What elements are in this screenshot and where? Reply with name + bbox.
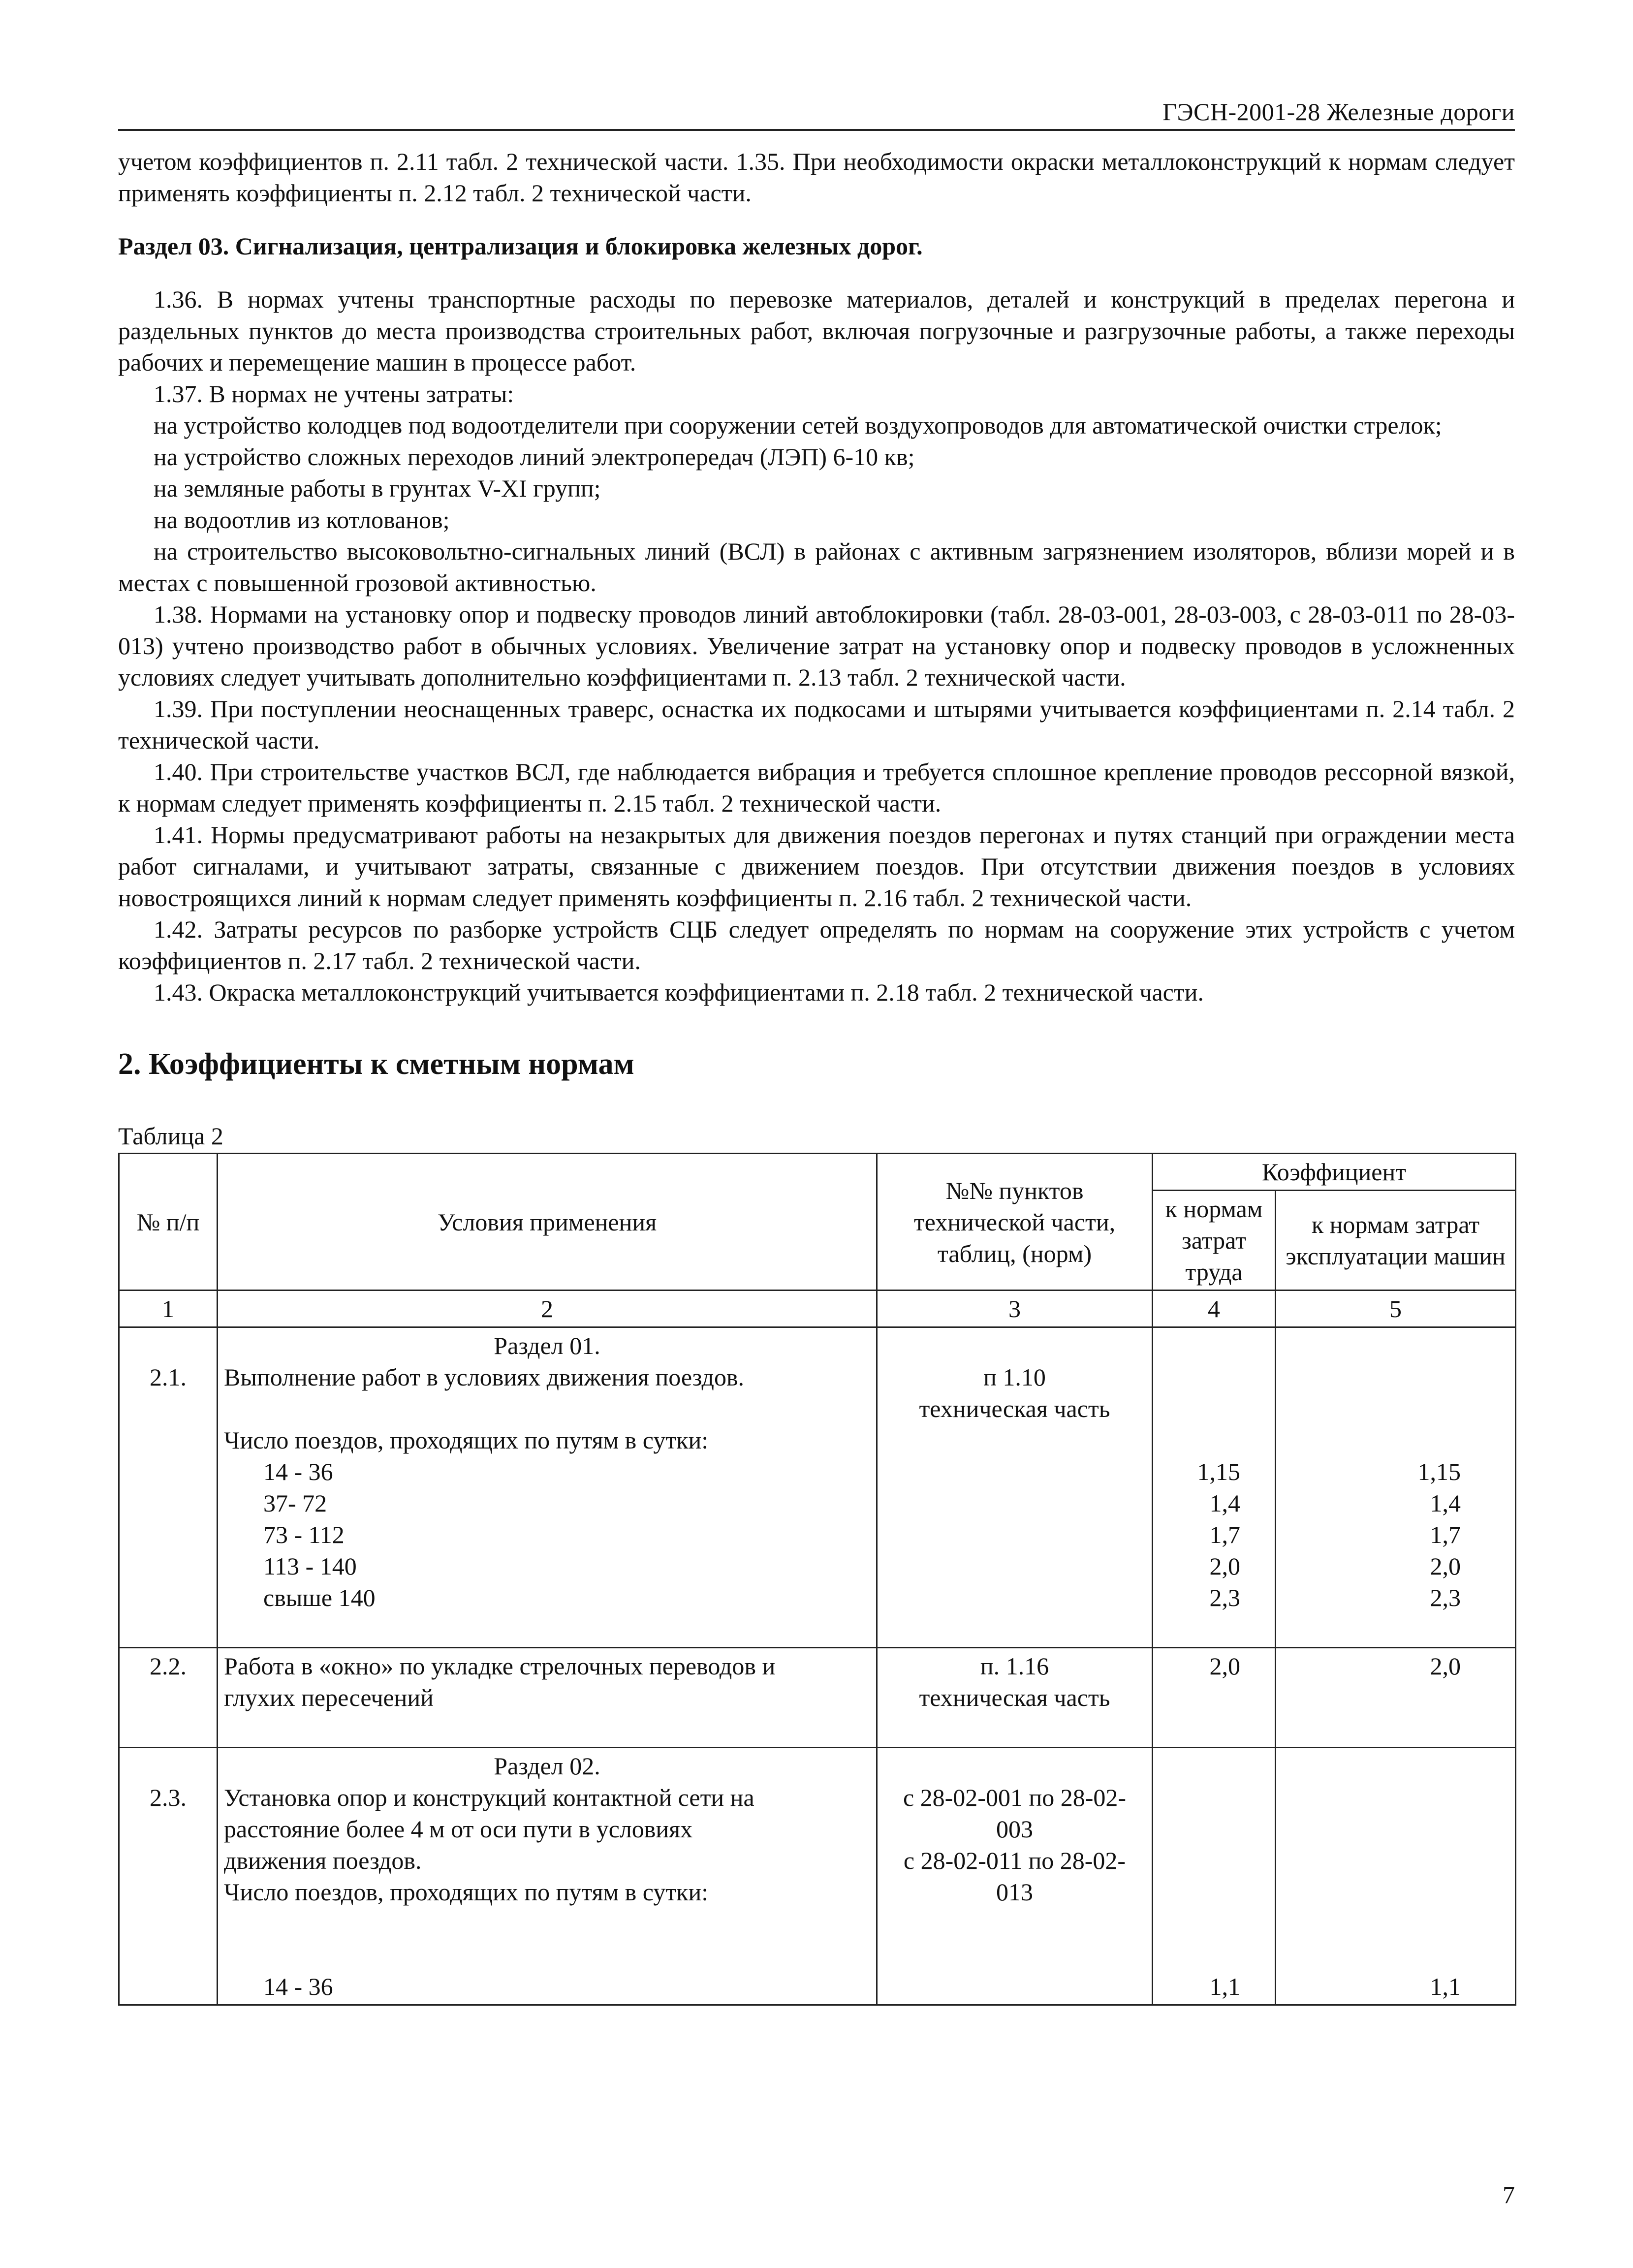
header-coef-labor: к нормам затрат труда [1153, 1191, 1276, 1291]
ref-line: техническая часть [919, 1395, 1110, 1422]
row-title-cont: расстояние более 4 м от оси пути в условиях [224, 1815, 693, 1843]
row-title-cont: глухих пересечений [224, 1684, 434, 1711]
table-row [119, 1748, 1516, 2005]
refs-cell [877, 1748, 1153, 2005]
header-rule [118, 129, 1515, 131]
range-item: 14 - 36 [263, 1973, 333, 2000]
labor-value: 2,3 [1209, 1584, 1240, 1611]
machines-cell [1276, 1748, 1516, 2005]
paragraph-1-42: 1.42. Затраты ресурсов по разборке устройств СЦБ следует определять по нормам на сооружение этих устройств с учетом коэффициентов п. 2.17 табл. 2 технической части. [118, 915, 1515, 975]
header-refs: №№ пунктов технической части, таблиц, (норм) [877, 1154, 1153, 1291]
list-item: на строительство высоковольтно-сигнальных линий (ВСЛ) в районах с активным загрязнением изоляторов, вблизи морей и в местах с повышенной грозовой активностью. [118, 537, 1515, 597]
machines-value: 1,15 [1417, 1458, 1461, 1485]
section-title: Раздел 03. Сигнализация, централизация и блокировка железных дорог. [118, 232, 923, 260]
ref-line: техническая часть [919, 1684, 1110, 1711]
row-title: Выполнение работ в условиях движения поездов. [224, 1363, 745, 1391]
col-number: 1 [119, 1291, 218, 1327]
table-row [119, 1327, 1516, 1648]
range-item: 113 - 140 [263, 1552, 357, 1580]
row-title: Работа в «окно» по укладке стрелочных переводов и [224, 1652, 776, 1680]
refs-cell [877, 1327, 1153, 1648]
header-num: № п/п [119, 1154, 218, 1291]
coefficients-table [118, 1153, 1516, 2006]
col-number: 2 [218, 1291, 877, 1327]
machines-cell [1276, 1648, 1516, 1748]
row-num-cell [119, 1748, 218, 2005]
ref-line: 013 [996, 1878, 1033, 1906]
row-num: 2.3. [150, 1784, 187, 1811]
list-item: на устройство колодцев под водоотделители при сооружении сетей воздухопроводов для автоматической очистки стрелок; [154, 411, 1442, 439]
range-item: 73 - 112 [263, 1521, 345, 1548]
paragraph-1-40: 1.40. При строительстве участков ВСЛ, где наблюдается вибрация и требуется сплошное крепление проводов рессорной вязкой, к нормам следует применять коэффициенты п. 2.15 табл. 2 технической части. [118, 758, 1515, 817]
machines-value: 2,0 [1430, 1652, 1461, 1680]
col-number: 3 [877, 1291, 1153, 1327]
ref-line: 003 [996, 1815, 1033, 1843]
conditions-cell [218, 1648, 877, 1748]
ref-line: с 28-02-001 по 28-02- [903, 1784, 1127, 1811]
col-number: 4 [1153, 1291, 1276, 1327]
labor-cell [1153, 1327, 1276, 1648]
machines-value: 2,3 [1430, 1584, 1461, 1611]
refs-cell [877, 1648, 1153, 1748]
paragraph-1-41: 1.41. Нормы предусматривают работы на незакрытых для движения поездов перегонах и путях станций при ограждении места работ сигналами, и учитывают затраты, связанные с движением поездов. При отсутствии движения поездов в условиях новостроящихся линий к нормам следует применять коэффициенты п. 2.16 табл. 2 технической части. [118, 821, 1515, 912]
main-title: 2. Коэффициенты к сметным нормам [118, 1047, 634, 1081]
ref-line: п 1.10 [983, 1363, 1046, 1391]
ref-line: с 28-02-011 по 28-02- [903, 1847, 1126, 1874]
paragraph-1-36: 1.36. В нормах учтены транспортные расходы по перевозке материалов, деталей и конструкций в пределах перегона и раздельных пунктов до места производства строительных работ, включая погрузочные и разгрузочные работы, а также переходы рабочих и перемещение машин в процессе работ. [118, 285, 1515, 376]
paragraph-1-39: 1.39. При поступлении неоснащенных траверс, оснастка их подкосами и штырями учитывается коэффициентами п. 2.14 табл. 2 технической части. [118, 695, 1515, 754]
row-num: 2.1. [150, 1363, 187, 1391]
labor-cell [1153, 1648, 1276, 1748]
row-num-cell [119, 1648, 218, 1748]
header-coef: Коэффициент [1153, 1154, 1516, 1191]
running-header: ГЭСН-2001-28 Железные дороги [1162, 98, 1515, 126]
conditions-cell [218, 1748, 877, 2005]
list-item: на водоотлив из котлованов; [154, 506, 450, 534]
page-number: 7 [1503, 2181, 1515, 2208]
machines-cell [1276, 1327, 1516, 1648]
ref-line: п. 1.16 [980, 1652, 1049, 1680]
range-item: свыше 140 [263, 1584, 376, 1611]
trains-label: Число поездов, проходящих по путям в сутки: [224, 1878, 709, 1906]
col-number: 5 [1276, 1291, 1516, 1327]
paragraph: учетом коэффициентов п. 2.11 табл. 2 технической части. 1.35. При необходимости окраски металлоконструкций к нормам следует применять коэффициенты п. 2.12 табл. 2 технической части. [118, 148, 1515, 207]
labor-value: 1,7 [1209, 1521, 1240, 1548]
machines-value: 1,4 [1430, 1489, 1461, 1517]
paragraph-1-43: 1.43. Окраска металлоконструкций учитывается коэффициентами п. 2.18 табл. 2 технической части. [154, 978, 1204, 1006]
row-num: 2.2. [150, 1652, 187, 1680]
labor-value: 2,0 [1209, 1552, 1240, 1580]
range-item: 14 - 36 [263, 1458, 333, 1485]
page-content [118, 146, 1515, 2006]
row-title-cont: движения поездов. [224, 1847, 422, 1874]
labor-value: 1,1 [1209, 1973, 1240, 2000]
machines-value: 1,7 [1430, 1521, 1461, 1548]
range-item: 37- 72 [263, 1489, 327, 1517]
list-item: на устройство сложных переходов линий электропередач (ЛЭП) 6-10 кв; [154, 443, 915, 471]
machines-value: 1,1 [1430, 1973, 1461, 2000]
labor-value: 1,4 [1209, 1489, 1240, 1517]
labor-cell [1153, 1748, 1276, 2005]
table-caption: Таблица 2 [118, 1122, 223, 1150]
conditions-cell [218, 1327, 877, 1648]
list-item: на земляные работы в грунтах V-XI групп; [154, 474, 601, 502]
labor-value: 1,15 [1197, 1458, 1240, 1485]
trains-label: Число поездов, проходящих по путям в сутки: [224, 1426, 709, 1454]
paragraph-1-38: 1.38. Нормами на установку опор и подвеску проводов линий автоблокировки (табл. 28-03-001, 28-03-003, с 28-03-011 по 28-03-013) учтено производство работ в обычных условиях. Увеличение затрат на установку опор и подвеску проводов в усложненных условиях следует учитывать дополнительно коэффициентами п. 2.13 табл. 2 технической части. [118, 600, 1515, 691]
header-conditions: Условия применения [218, 1154, 877, 1291]
section-label: Раздел 02. [494, 1752, 600, 1780]
section-label: Раздел 01. [494, 1332, 600, 1359]
row-title: Установка опор и конструкций контактной сети на [224, 1784, 754, 1811]
labor-value: 2,0 [1209, 1652, 1240, 1680]
machines-value: 2,0 [1430, 1552, 1461, 1580]
header-coef-machines: к нормам затрат эксплуатации машин [1276, 1191, 1516, 1291]
table-row [119, 1648, 1516, 1748]
row-num-cell [119, 1327, 218, 1648]
paragraph-1-37: 1.37. В нормах не учтены затраты: [154, 380, 514, 408]
